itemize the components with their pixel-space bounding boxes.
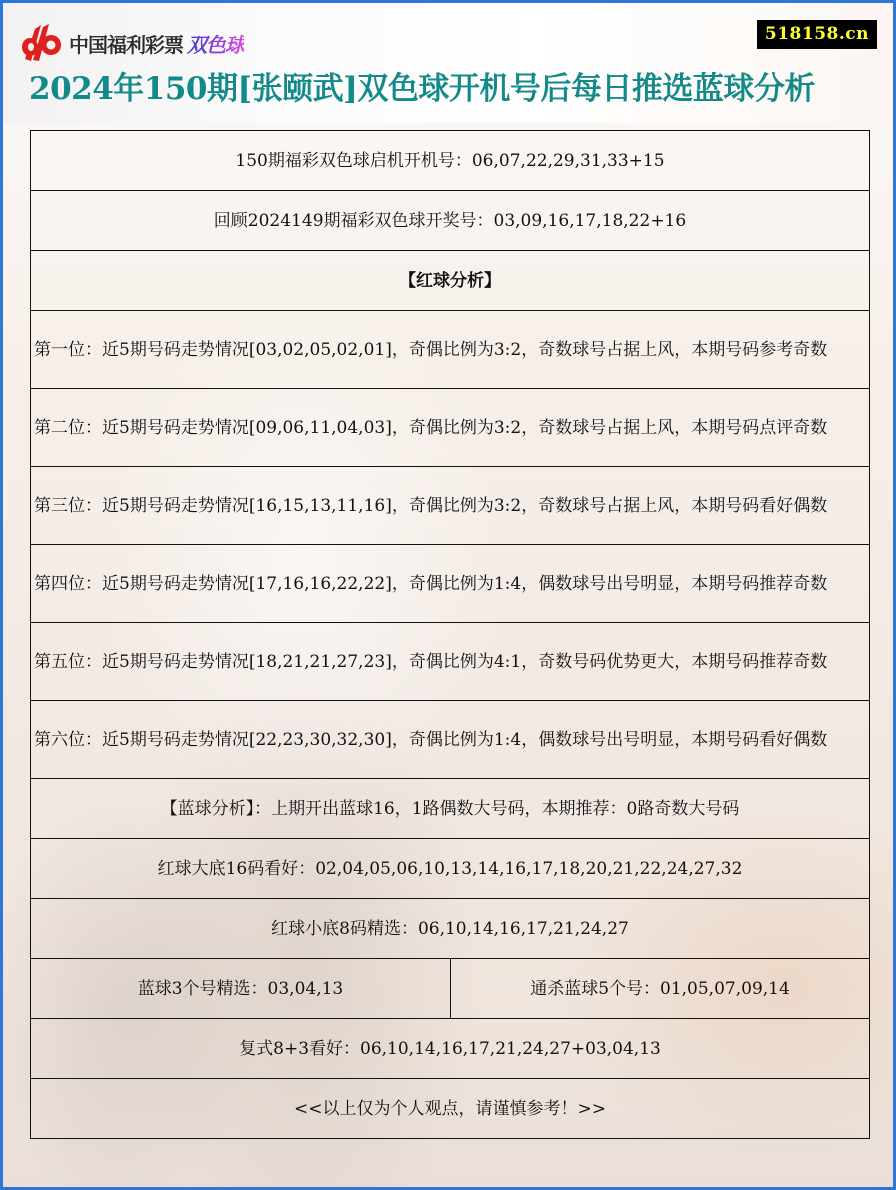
page-title: 2024年150期[张颐武]双色球开机号后每日推选蓝球分析 <box>29 71 815 107</box>
position-6-cell: 第六位：近5期号码走势情况[22,23,30,32,30]，奇偶比例为1:4，偶数球号出号明显，本期号码看好偶数 <box>31 701 870 779</box>
cwl-logo-icon <box>21 23 65 63</box>
table-row <box>31 1019 870 1079</box>
table-row <box>31 623 870 701</box>
site-badge[interactable]: 518158.cn <box>757 20 877 49</box>
table-row <box>31 191 870 251</box>
blue-analysis-cell: 【蓝球分析】：上期开出蓝球16，1路偶数大号码，本期推荐：0路奇数大号码 <box>31 779 870 839</box>
table-row <box>31 311 870 389</box>
table-row <box>31 899 870 959</box>
red-big16-cell: 红球大底16码看好：02,04,05,06,10,13,14,16,17,18,20,21,22,24,27,32 <box>31 839 870 899</box>
start-numbers-cell: 150期福彩双色球启机开机号：06,07,22,29,31,33+15 <box>31 131 870 191</box>
table-row <box>31 545 870 623</box>
table-row <box>31 1079 870 1139</box>
lottery-logo[interactable] <box>21 23 244 63</box>
blue-pick3-cell: 蓝球3个号精选：03,04,13 <box>31 959 451 1019</box>
blue-kill5-cell: 通杀蓝球5个号：01,05,07,09,14 <box>451 959 870 1019</box>
table-row <box>31 131 870 191</box>
position-2-cell: 第二位：近5期号码走势情况[09,06,11,04,03]，奇偶比例为3:2，奇数球号占据上风，本期号码点评奇数 <box>31 389 870 467</box>
red-analysis-header: 【红球分析】 <box>31 251 870 311</box>
table-row <box>31 839 870 899</box>
table-row <box>31 389 870 467</box>
position-3-cell: 第三位：近5期号码走势情况[16,15,13,11,16]，奇偶比例为3:2，奇数球号占据上风，本期号码看好偶数 <box>31 467 870 545</box>
table-row <box>31 701 870 779</box>
review-cell: 回顾2024149期福彩双色球开奖号：03,09,16,17,18,22+16 <box>31 191 870 251</box>
table-row <box>31 779 870 839</box>
logo-brand-text: 中国福利彩票 <box>69 32 183 57</box>
position-1-cell: 第一位：近5期号码走势情况[03,02,05,02,01]，奇偶比例为3:2，奇数球号占据上风，本期号码参考奇数 <box>31 311 870 389</box>
compound-cell: 复式8+3看好：06,10,14,16,17,21,24,27+03,04,13 <box>31 1019 870 1079</box>
red-small8-cell: 红球小底8码精选：06,10,14,16,17,21,24,27 <box>31 899 870 959</box>
logo-product-text: 双色球 <box>187 29 244 58</box>
table-row <box>31 251 870 311</box>
disclaimer-cell: <<以上仅为个人观点，请谨慎参考！>> <box>31 1079 870 1139</box>
analysis-table <box>30 130 870 1139</box>
position-5-cell: 第五位：近5期号码走势情况[18,21,21,27,23]，奇偶比例为4:1，奇数号码优势更大，本期号码推荐奇数 <box>31 623 870 701</box>
position-4-cell: 第四位：近5期号码走势情况[17,16,16,22,22]，奇偶比例为1:4，偶数球号出号明显，本期号码推荐奇数 <box>31 545 870 623</box>
table-row <box>31 959 870 1019</box>
page <box>3 3 893 1187</box>
table-row <box>31 467 870 545</box>
